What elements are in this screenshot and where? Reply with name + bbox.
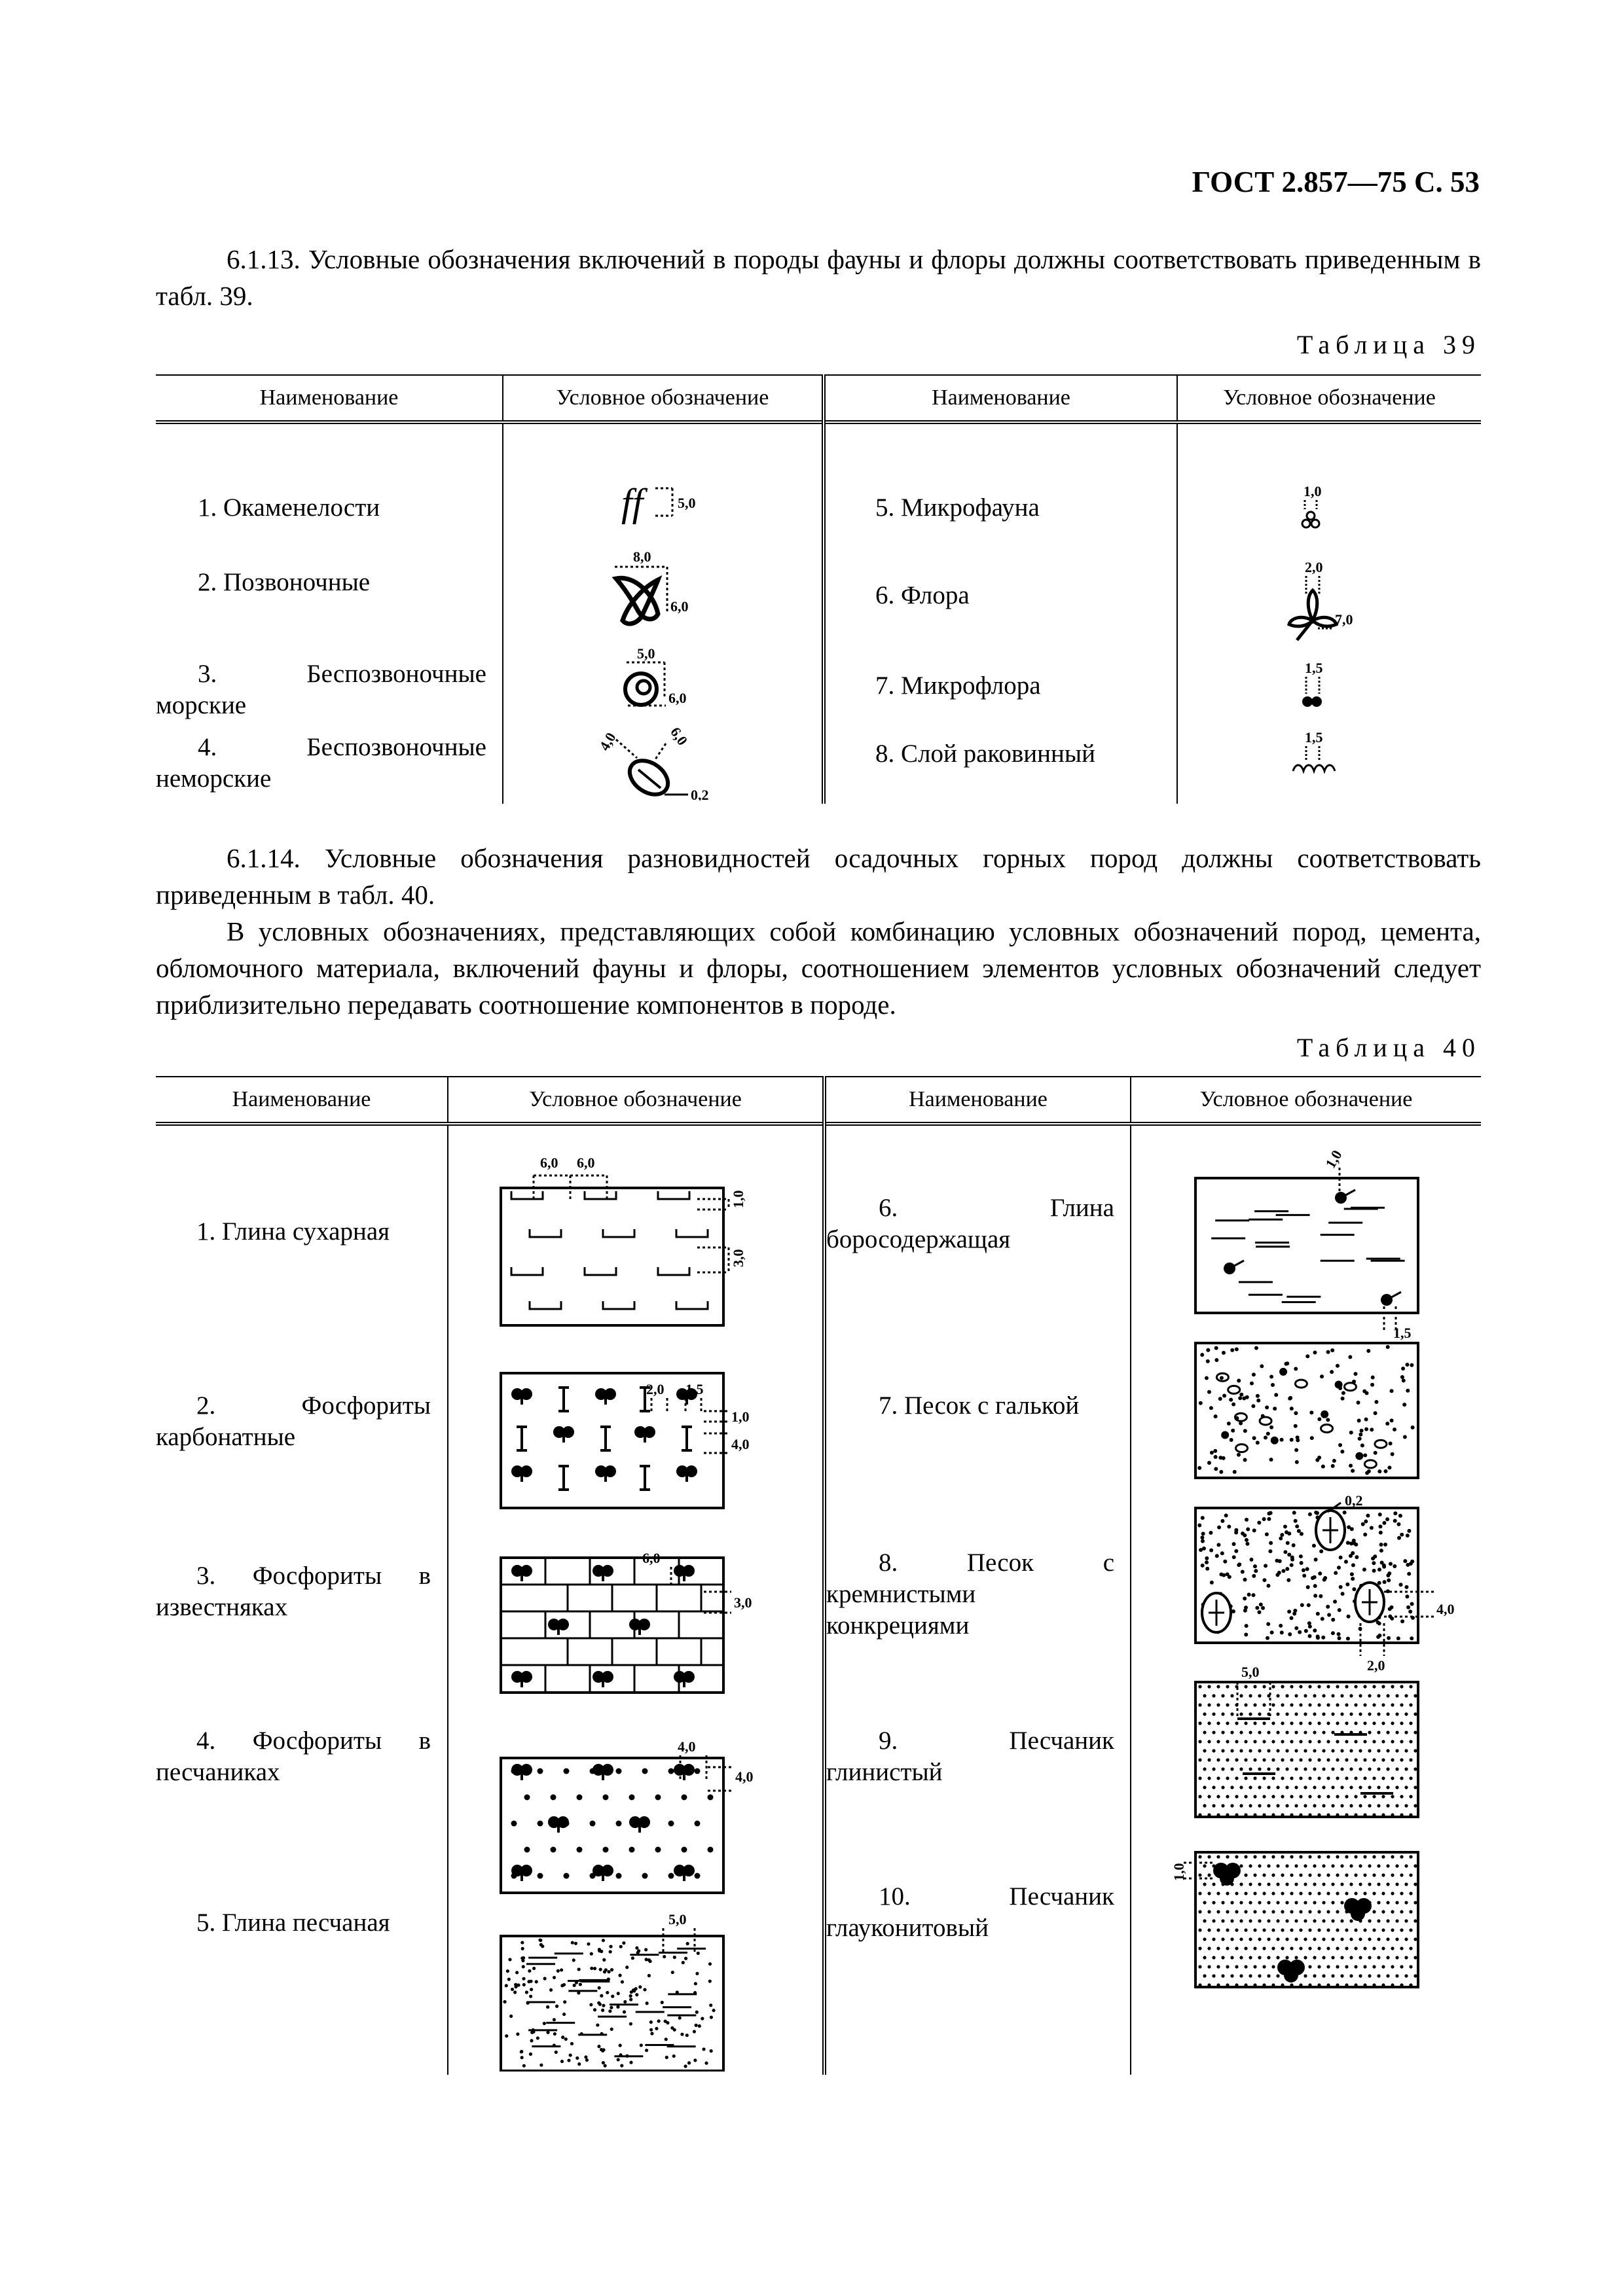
t40-row-9-name: 9. Песчаник глинистый [826, 1727, 1114, 1786]
t40-row-3-name: 3. Фосфориты в известняках [156, 1562, 431, 1621]
t39-dim-2a: 8,0 [633, 548, 651, 565]
t39-symbols-left [503, 422, 824, 804]
t40-dim-5: 5,0 [668, 1911, 687, 1928]
t40-header-symbol-1: Условное обозначение [448, 1077, 824, 1124]
t40-header-name-1: Наименование [156, 1077, 448, 1124]
t40-dim-1d: 3,0 [730, 1249, 746, 1267]
t40-dim-6a: 1,0 [1322, 1147, 1345, 1172]
fossil-symbol [621, 481, 696, 524]
t40-symbols-right-svg [1131, 1126, 1482, 2072]
t40-dim-8b: 4,0 [1436, 1601, 1455, 1617]
t39-dim-6b: 7,0 [1335, 611, 1353, 628]
t39-row-5-name: 5. Микрофауна [875, 493, 1040, 522]
paragraph-6-1-13: 6.1.13. Условные обозначения включений в породы фауны и флоры должны соответствовать приведенным в табл. 39. [156, 244, 1481, 311]
t39-row-6-name: 6. Флора [875, 581, 970, 609]
t40-dim-3b: 3,0 [734, 1594, 752, 1611]
t40-row-4-name: 4. Фосфориты в песчаниках [156, 1727, 431, 1786]
t39-dim-8: 1,5 [1305, 729, 1323, 745]
phosphorites-sandstone-pattern [501, 1738, 754, 1893]
t40-dim-6b: 1,5 [1393, 1325, 1412, 1341]
t40-row-1-name: 1. Глина сухарная [196, 1217, 390, 1246]
nonmarine-shell-symbol [596, 724, 708, 800]
sand-pebble-pattern [1195, 1343, 1418, 1478]
t39-symbols-right [1177, 422, 1481, 804]
clay-sukharnaya-pattern [501, 1155, 746, 1325]
svg-text:ff: ff [621, 481, 644, 524]
t40-dim-10: 1,0 [1171, 1863, 1187, 1881]
t39-row-8-name: 8. Слой раковинный [875, 740, 1095, 768]
t39-dim-7: 1,5 [1305, 660, 1323, 676]
t40-dim-2d: 4,0 [731, 1436, 750, 1452]
table-40-caption: Таблица 40 [1296, 1033, 1481, 1062]
t39-symbols-left-svg [503, 424, 824, 800]
t40-dim-1c: 1,0 [730, 1190, 746, 1208]
t40-symbols-left-svg [448, 1126, 825, 2072]
t40-names-right [824, 1124, 1131, 2075]
t40-dim-8a: 0,2 [1345, 1492, 1363, 1509]
t39-row-2-name: 2. Позвоночные [198, 568, 371, 596]
t39-header-name-2: Наименование [824, 375, 1177, 422]
t40-row-10-name: 10. Песчаник глауконитовый [826, 1882, 1114, 1942]
t40-row-6-name: 6. Глина боросодержащая [826, 1194, 1114, 1253]
t40-symbols-left [448, 1124, 824, 2075]
table-39-caption: Таблица 39 [1296, 330, 1481, 359]
t39-symbols-right-svg [1178, 424, 1482, 800]
t40-symbols-right [1131, 1124, 1481, 2075]
t40-row-7-name: 7. Песок с галькой [879, 1391, 1080, 1420]
paragraph-6-1-14: 6.1.14. Условные обозначения разновидностей осадочных горных пород должны соответствовать приведенным в табл. 40. [156, 843, 1481, 910]
t39-row-1-name: 1. Окаменелости [198, 493, 380, 522]
t40-names-left [156, 1124, 448, 2075]
sandy-clay-pattern [501, 1911, 723, 2071]
t39-header-symbol-2: Условное обозначение [1177, 375, 1481, 422]
t40-dim-8c: 2,0 [1367, 1657, 1385, 1674]
t39-row-3-name: 3. Беспозвоночные морские [156, 660, 486, 719]
t40-dim-2b: 1,5 [685, 1381, 704, 1397]
table-39 [156, 374, 1481, 804]
microflora-symbol [1302, 660, 1323, 707]
t39-names-left [156, 422, 503, 804]
t40-header-symbol-2: Условное обозначение [1131, 1077, 1481, 1124]
t40-dim-1a: 6,0 [540, 1155, 558, 1171]
table-40 [156, 1076, 1481, 2075]
t40-dim-3a: 6,0 [642, 1550, 661, 1566]
boron-clay-pattern [1195, 1147, 1418, 1341]
page-header: ГОСТ 2.857—75 С. 53 [1192, 166, 1480, 198]
t39-dim-1: 5,0 [678, 495, 696, 511]
t40-row-5-name: 5. Глина песчаная [196, 1909, 390, 1937]
marine-shell-symbol [625, 645, 687, 706]
t39-header-name-1: Наименование [156, 375, 503, 422]
t39-dim-5: 1,0 [1304, 483, 1322, 499]
t40-dim-2a: 2,0 [646, 1381, 665, 1397]
t39-row-7-name: 7. Микрофлора [875, 672, 1041, 700]
t39-dim-6a: 2,0 [1305, 559, 1323, 575]
t40-dim-1b: 6,0 [577, 1155, 595, 1171]
t40-dim-9: 5,0 [1241, 1664, 1260, 1680]
paragraph-combination: В условных обозначениях, представляющих собой комбинацию условных обозначений пород, цемента, обломочного материала, включений фауны и флоры, соотношением элементов условных обозначений следует приблизительно передавать соотношение компонентов в породе. [156, 916, 1481, 1020]
t40-row-2-name: 2. Фосфориты карбонатные [156, 1391, 431, 1451]
t39-dim-4b: 6,0 [667, 724, 691, 749]
clayey-sandstone-pattern [1195, 1664, 1418, 1817]
sand-concretion-pattern [1195, 1492, 1455, 1674]
vertebrate-symbol [615, 548, 689, 624]
microfauna-symbol [1302, 483, 1322, 528]
glauconite-sandstone-pattern [1171, 1852, 1418, 1987]
t39-dim-3b: 6,0 [668, 690, 687, 706]
t39-names-right [824, 422, 1177, 804]
t39-dim-4c: 0,2 [691, 787, 709, 800]
t39-dim-4a: 4,0 [596, 729, 619, 754]
t39-dim-3a: 5,0 [637, 645, 655, 662]
t40-header-name-2: Наименование [824, 1077, 1131, 1124]
t39-row-4-name: 4. Беспозвоночные неморские [156, 733, 486, 793]
phosphorites-carbonate-pattern [501, 1373, 750, 1508]
shell-layer-symbol [1293, 729, 1335, 771]
flora-symbol [1289, 559, 1353, 640]
t39-dim-2b: 6,0 [670, 598, 689, 615]
t40-dim-4a: 4,0 [678, 1738, 696, 1755]
t39-header-symbol-1: Условное обозначение [503, 375, 824, 422]
t40-row-8-name: 8. Песок с кремнистыми конкрециями [826, 1549, 1114, 1640]
t40-dim-4b: 4,0 [735, 1768, 754, 1785]
phosphorites-limestone-pattern [501, 1550, 752, 1693]
t40-dim-2c: 1,0 [731, 1408, 750, 1425]
